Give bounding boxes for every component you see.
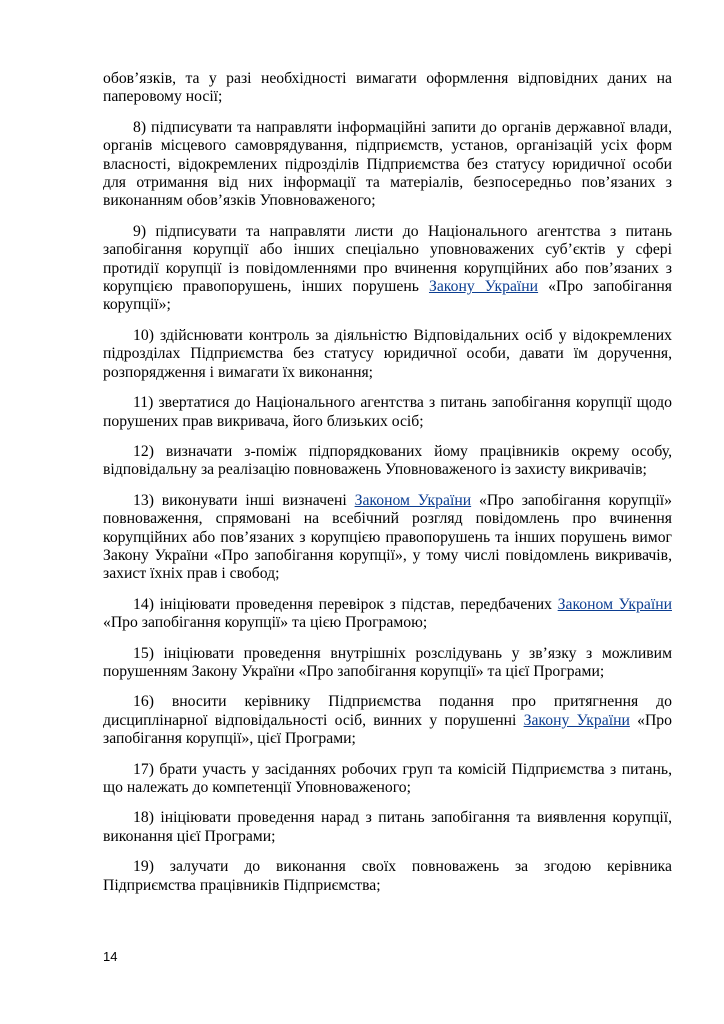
document-body — [103, 70, 672, 907]
law-link[interactable]: Законом України — [354, 491, 472, 509]
law-link[interactable]: Закону України — [428, 278, 539, 296]
paragraph-item-19: 19) залучати до виконання своїх повноважень за згодою керівника Підприємства працівників Підприємства; — [103, 858, 672, 894]
paragraph-item-9: 9) підписувати та направляти листи до Національного агентства з питань запобігання корупції або інших спеціально уповноважених суб’єктів у сфері протидії корупції із повідомленнями про вчинення корупційних або пов’язаних з корупцією правопорушень, інших порушень Закону України «Про запобігання корупції»; — [103, 222, 672, 314]
paragraph-item-18: 18) ініціювати проведення нарад з питань запобігання та виявлення корупції, виконання цієї Програми; — [103, 809, 672, 845]
paragraph-continuation: обов’язків, та у разі необхідності вимагати оформлення відповідних даних на паперовому носії; — [103, 70, 672, 106]
paragraph-item-17: 17) брати участь у засіданнях робочих груп та комісій Підприємства з питань, що належать до компетенції Уповноваженого; — [103, 760, 672, 796]
law-link[interactable]: Законом України — [557, 595, 672, 613]
paragraph-item-10: 10) здійснювати контроль за діяльністю Відповідальних осіб у відокремлених підрозділах Підприємства без статусу юридичної особи, давати їм доручення, розпорядження і вимагати їх виконання; — [103, 326, 672, 381]
page-number: 14 — [103, 949, 118, 964]
paragraph-item-14: 14) ініціювати проведення перевірок з підстав, передбачених Законом України «Про запобігання корупції» та цією Програмою; — [103, 595, 672, 632]
paragraph-item-11: 11) звертатися до Національного агентства з питань запобігання корупції щодо порушених прав викривача, його близьких осіб; — [103, 394, 672, 430]
paragraph-item-12: 12) визначати з-поміж підпорядкованих йому працівників окрему особу, відповідальну за реалізацію повноважень Уповноваженого із захисту викривачів; — [103, 442, 672, 479]
paragraph-item-16: 16) вносити керівнику Підприємства подання про притягнення до дисциплінарної відповідальності осіб, винних у порушенні Закону України «Про запобігання корупції», цієї Програми; — [103, 693, 672, 748]
paragraph-item-8: 8) підписувати та направляти інформаційні запити до органів державної влади, органів місцевого самоврядування, підприємств, установ, організацій усіх форм власності, відокремлених підрозділів Підприємства без статусу юридичної особи для отримання від них інформації та матеріалів, безпосередньо пов’язаних з виконанням обов’язків Уповноваженого; — [103, 118, 672, 210]
law-link[interactable]: Закону України — [523, 711, 630, 729]
paragraph-item-15: 15) ініціювати проведення внутрішніх розслідувань у зв’язку з можливим порушенням Закону України «Про запобігання корупції» та цієї Програми; — [103, 644, 672, 680]
paragraph-item-13: 13) виконувати інші визначені Законом України «Про запобігання корупції» повноваження, спрямовані на всебічний розгляд повідомлень про вчинення корупційних або пов’язаних з корупцією правопорушень та інших порушень вимог Закону України «Про запобігання корупції», у тому числі повідомлень викривачів, захист їхніх прав і свобод; — [103, 491, 672, 583]
